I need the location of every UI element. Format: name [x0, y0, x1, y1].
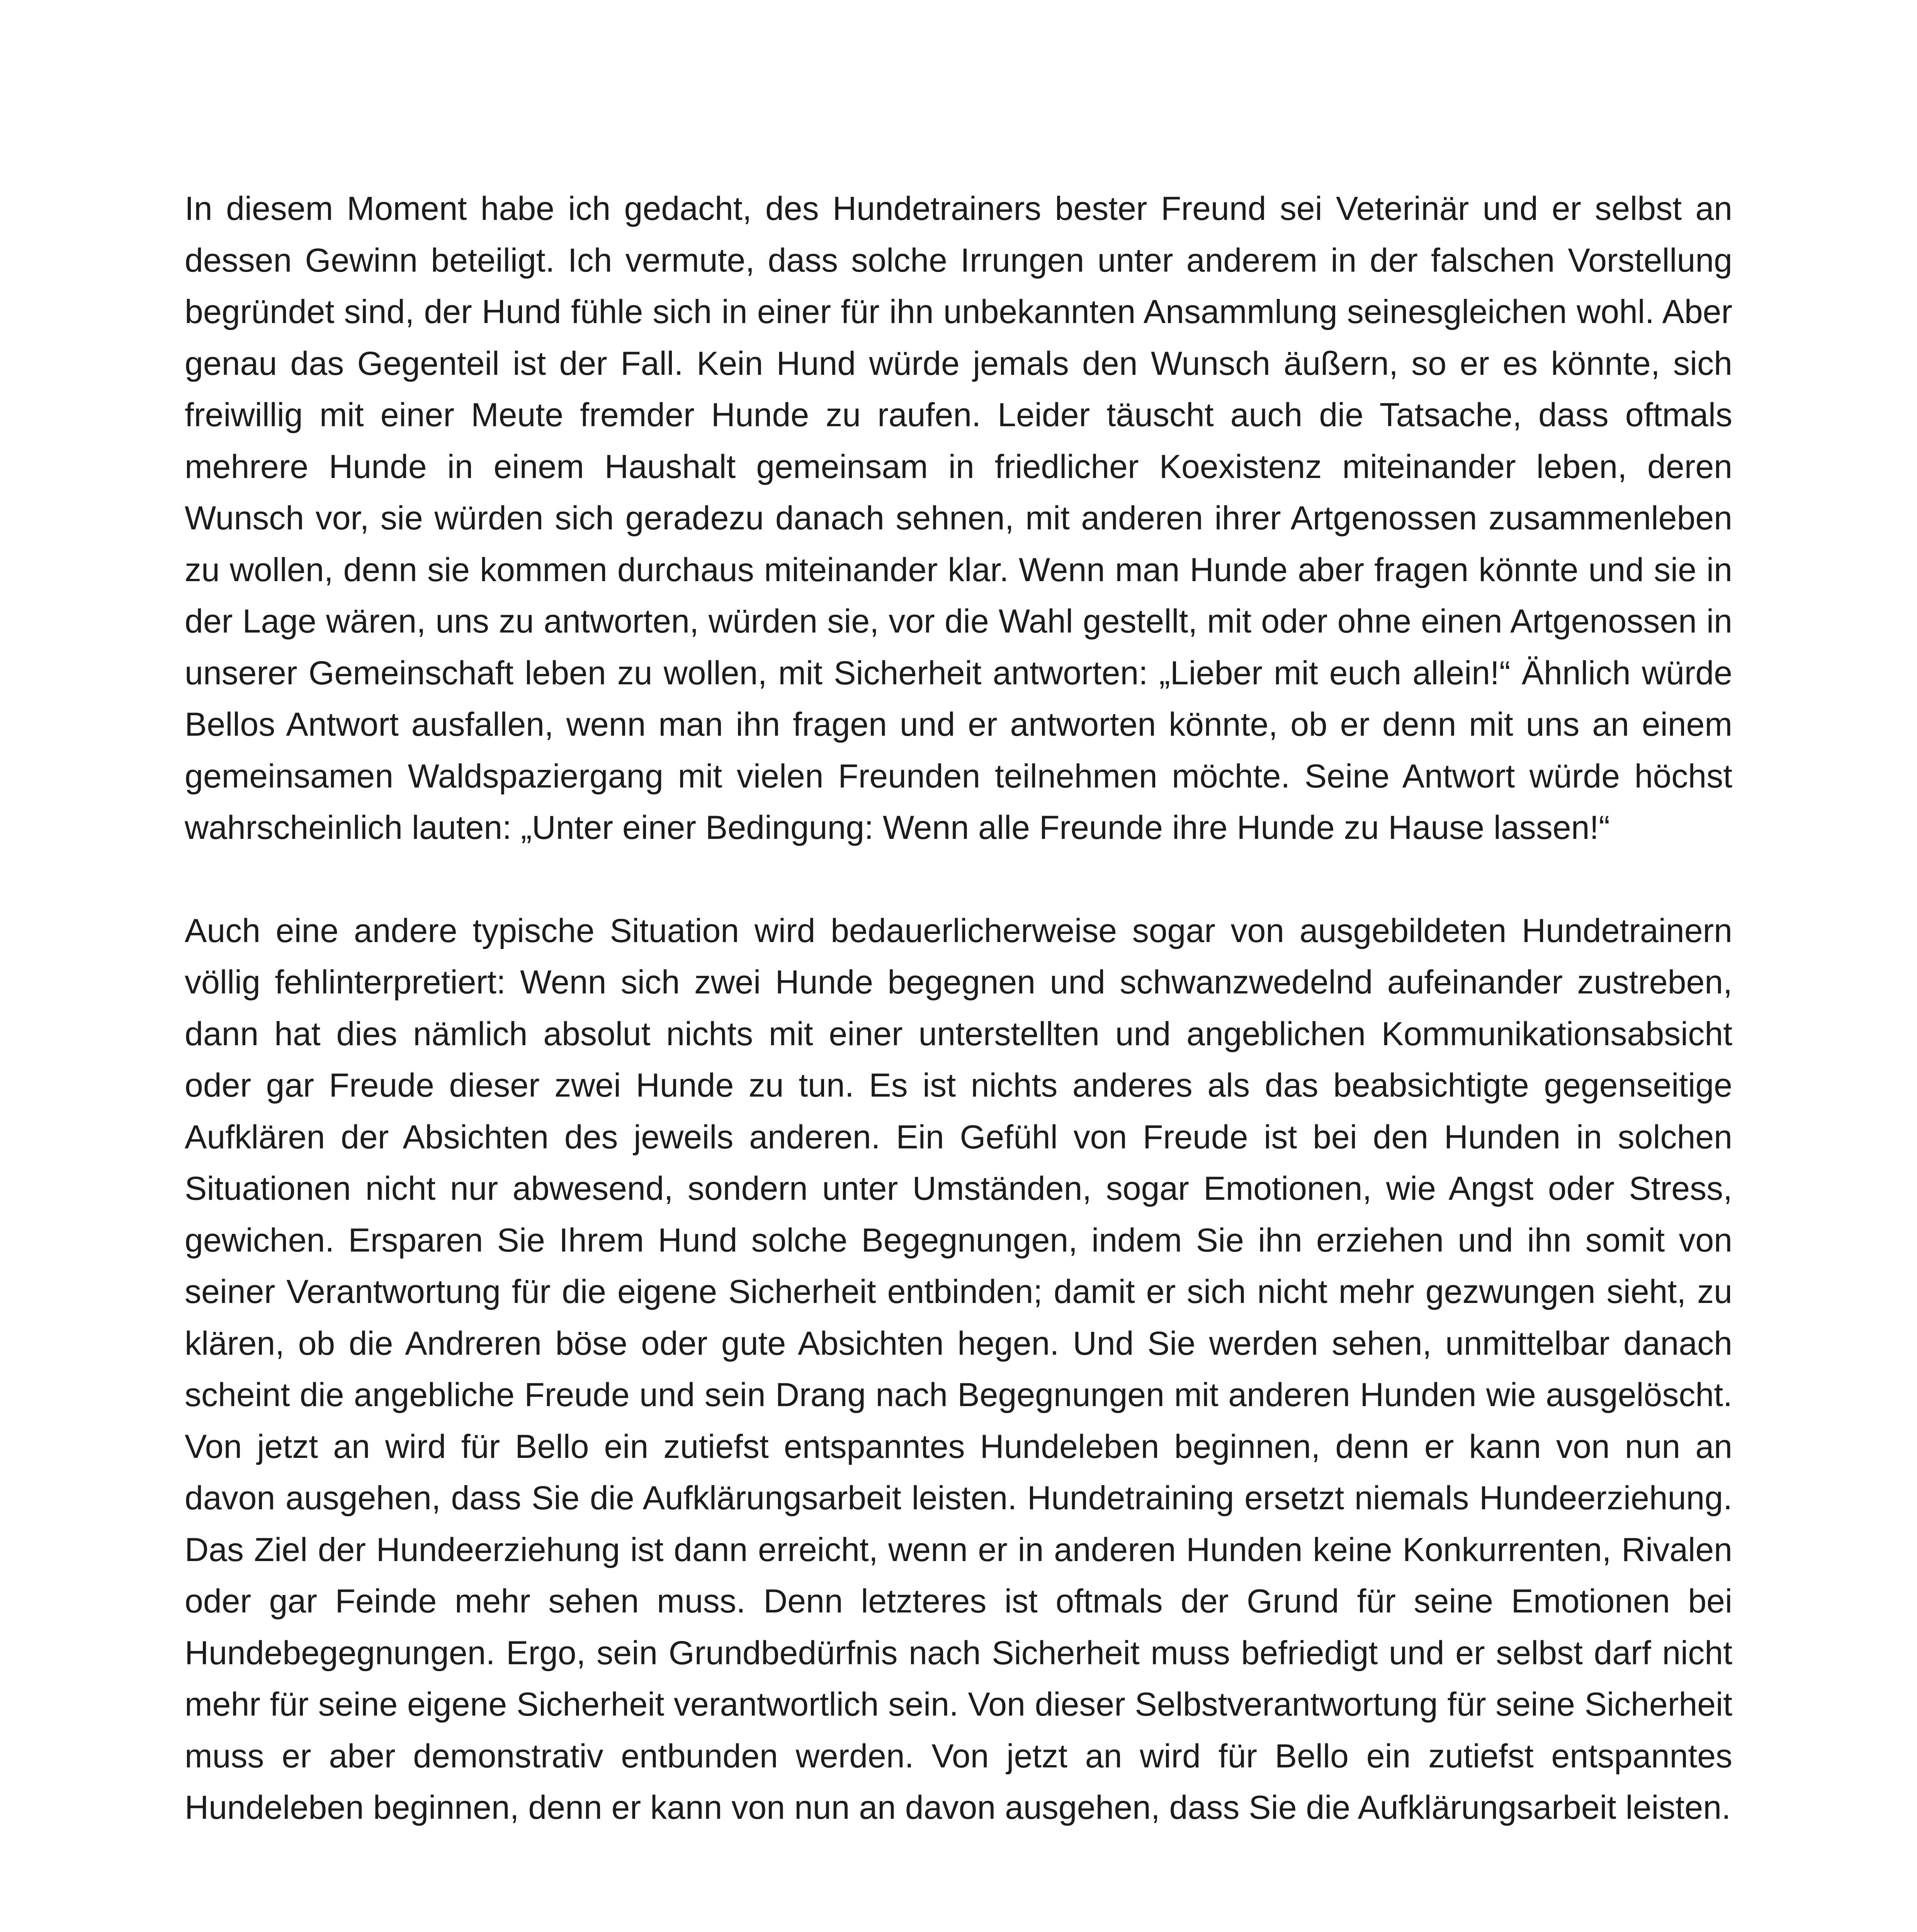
paragraph-2: Auch eine andere typische Situation wird bedauerlicherweise sogar von ausgebildeten Hundetrainern völlig fehlinterpretiert: Wenn sich zwei Hunde begegnen und schwanzwedelnd aufeinander zustreben, dann hat dies nämlich absolut nichts mit einer unterstellten und angeblichen Kommunikationsabsicht oder gar Freude dieser zwei Hunde zu tun. Es ist nichts anderes als das beabsichtigte gegenseitige Aufklären der Absichten des jeweils anderen. Ein Gefühl von Freude ist bei den Hunden in solchen Situationen nicht nur abwesend, sondern unter Umständen, sogar Emotionen, wie Angst oder Stress, gewichen. Ersparen Sie Ihrem Hund solche Begegnungen, indem Sie ihn erziehen und ihn somit von seiner Verantwortung für die eigene Sicherheit entbinden; damit er sich nicht mehr gezwungen sieht, zu klären, ob die Andreren böse oder gute Absichten hegen. Und Sie werden sehen, unmittelbar danach scheint die angebliche Freude und sein Drang nach Begegnungen mit anderen Hunden wie ausgelöscht. Von jetzt an wird für Bello ein zutiefst entspanntes Hundeleben beginnen, denn er kann von nun an davon ausgehen, dass Sie die Aufklärungsarbeit leisten. Hundetraining ersetzt niemals Hundeerziehung. Das Ziel der Hundeerziehung ist dann erreicht, wenn er in anderen Hunden keine Konkurrenten, Rivalen oder gar Feinde mehr sehen muss. Denn letzteres ist oftmals der Grund für seine Emotionen bei Hundebegegnungen. Ergo, sein Grundbedürfnis nach Sicherheit muss befriedigt und er selbst darf nicht mehr für seine eigene Sicherheit verantwortlich sein. Von dieser Selbstverantwortung für seine Sicherheit muss er aber demonstrativ entbunden werden. Von jetzt an wird für Bello ein zutiefst entspanntes Hundeleben beginnen, denn er kann von nun an davon ausgehen, dass Sie die Aufklärungsarbeit leisten.: [185, 912, 1732, 1826]
body-text: [185, 183, 1732, 1834]
paragraph-1: In diesem Moment habe ich gedacht, des Hundetrainers bester Freund sei Veterinär und er selbst an dessen Gewinn beteiligt. Ich vermute, dass solche Irrungen unter anderem in der falschen Vorstellung begründet sind, der Hund fühle sich in einer für ihn unbekannten Ansammlung seinesgleichen wohl. Aber genau das Gegenteil ist der Fall. Kein Hund würde jemals den Wunsch äußern, so er es könnte, sich freiwillig mit einer Meute fremder Hunde zu raufen. Leider täuscht auch die Tatsache, dass oftmals mehrere Hunde in einem Haushalt gemeinsam in friedlicher Koexistenz miteinander leben, deren Wunsch vor, sie würden sich geradezu danach sehnen, mit anderen ihrer Artgenossen zusammenleben zu wollen, denn sie kommen durchaus miteinander klar. Wenn man Hunde aber fragen könnte und sie in der Lage wären, uns zu antworten, würden sie, vor die Wahl gestellt, mit oder ohne einen Artgenossen in unserer Gemeinschaft leben zu wollen, mit Sicherheit antworten: „Lieber mit euch allein!“ Ähnlich würde Bellos Antwort ausfallen, wenn man ihn fragen und er antworten könnte, ob er denn mit uns an einem gemeinsamen Waldspaziergang mit vielen Freunden teilnehmen möchte. Seine Antwort würde höchst wahrscheinlich lauten: „Unter einer Bedingung: Wenn alle Freunde ihre Hunde zu Hause lassen!“: [185, 190, 1732, 846]
